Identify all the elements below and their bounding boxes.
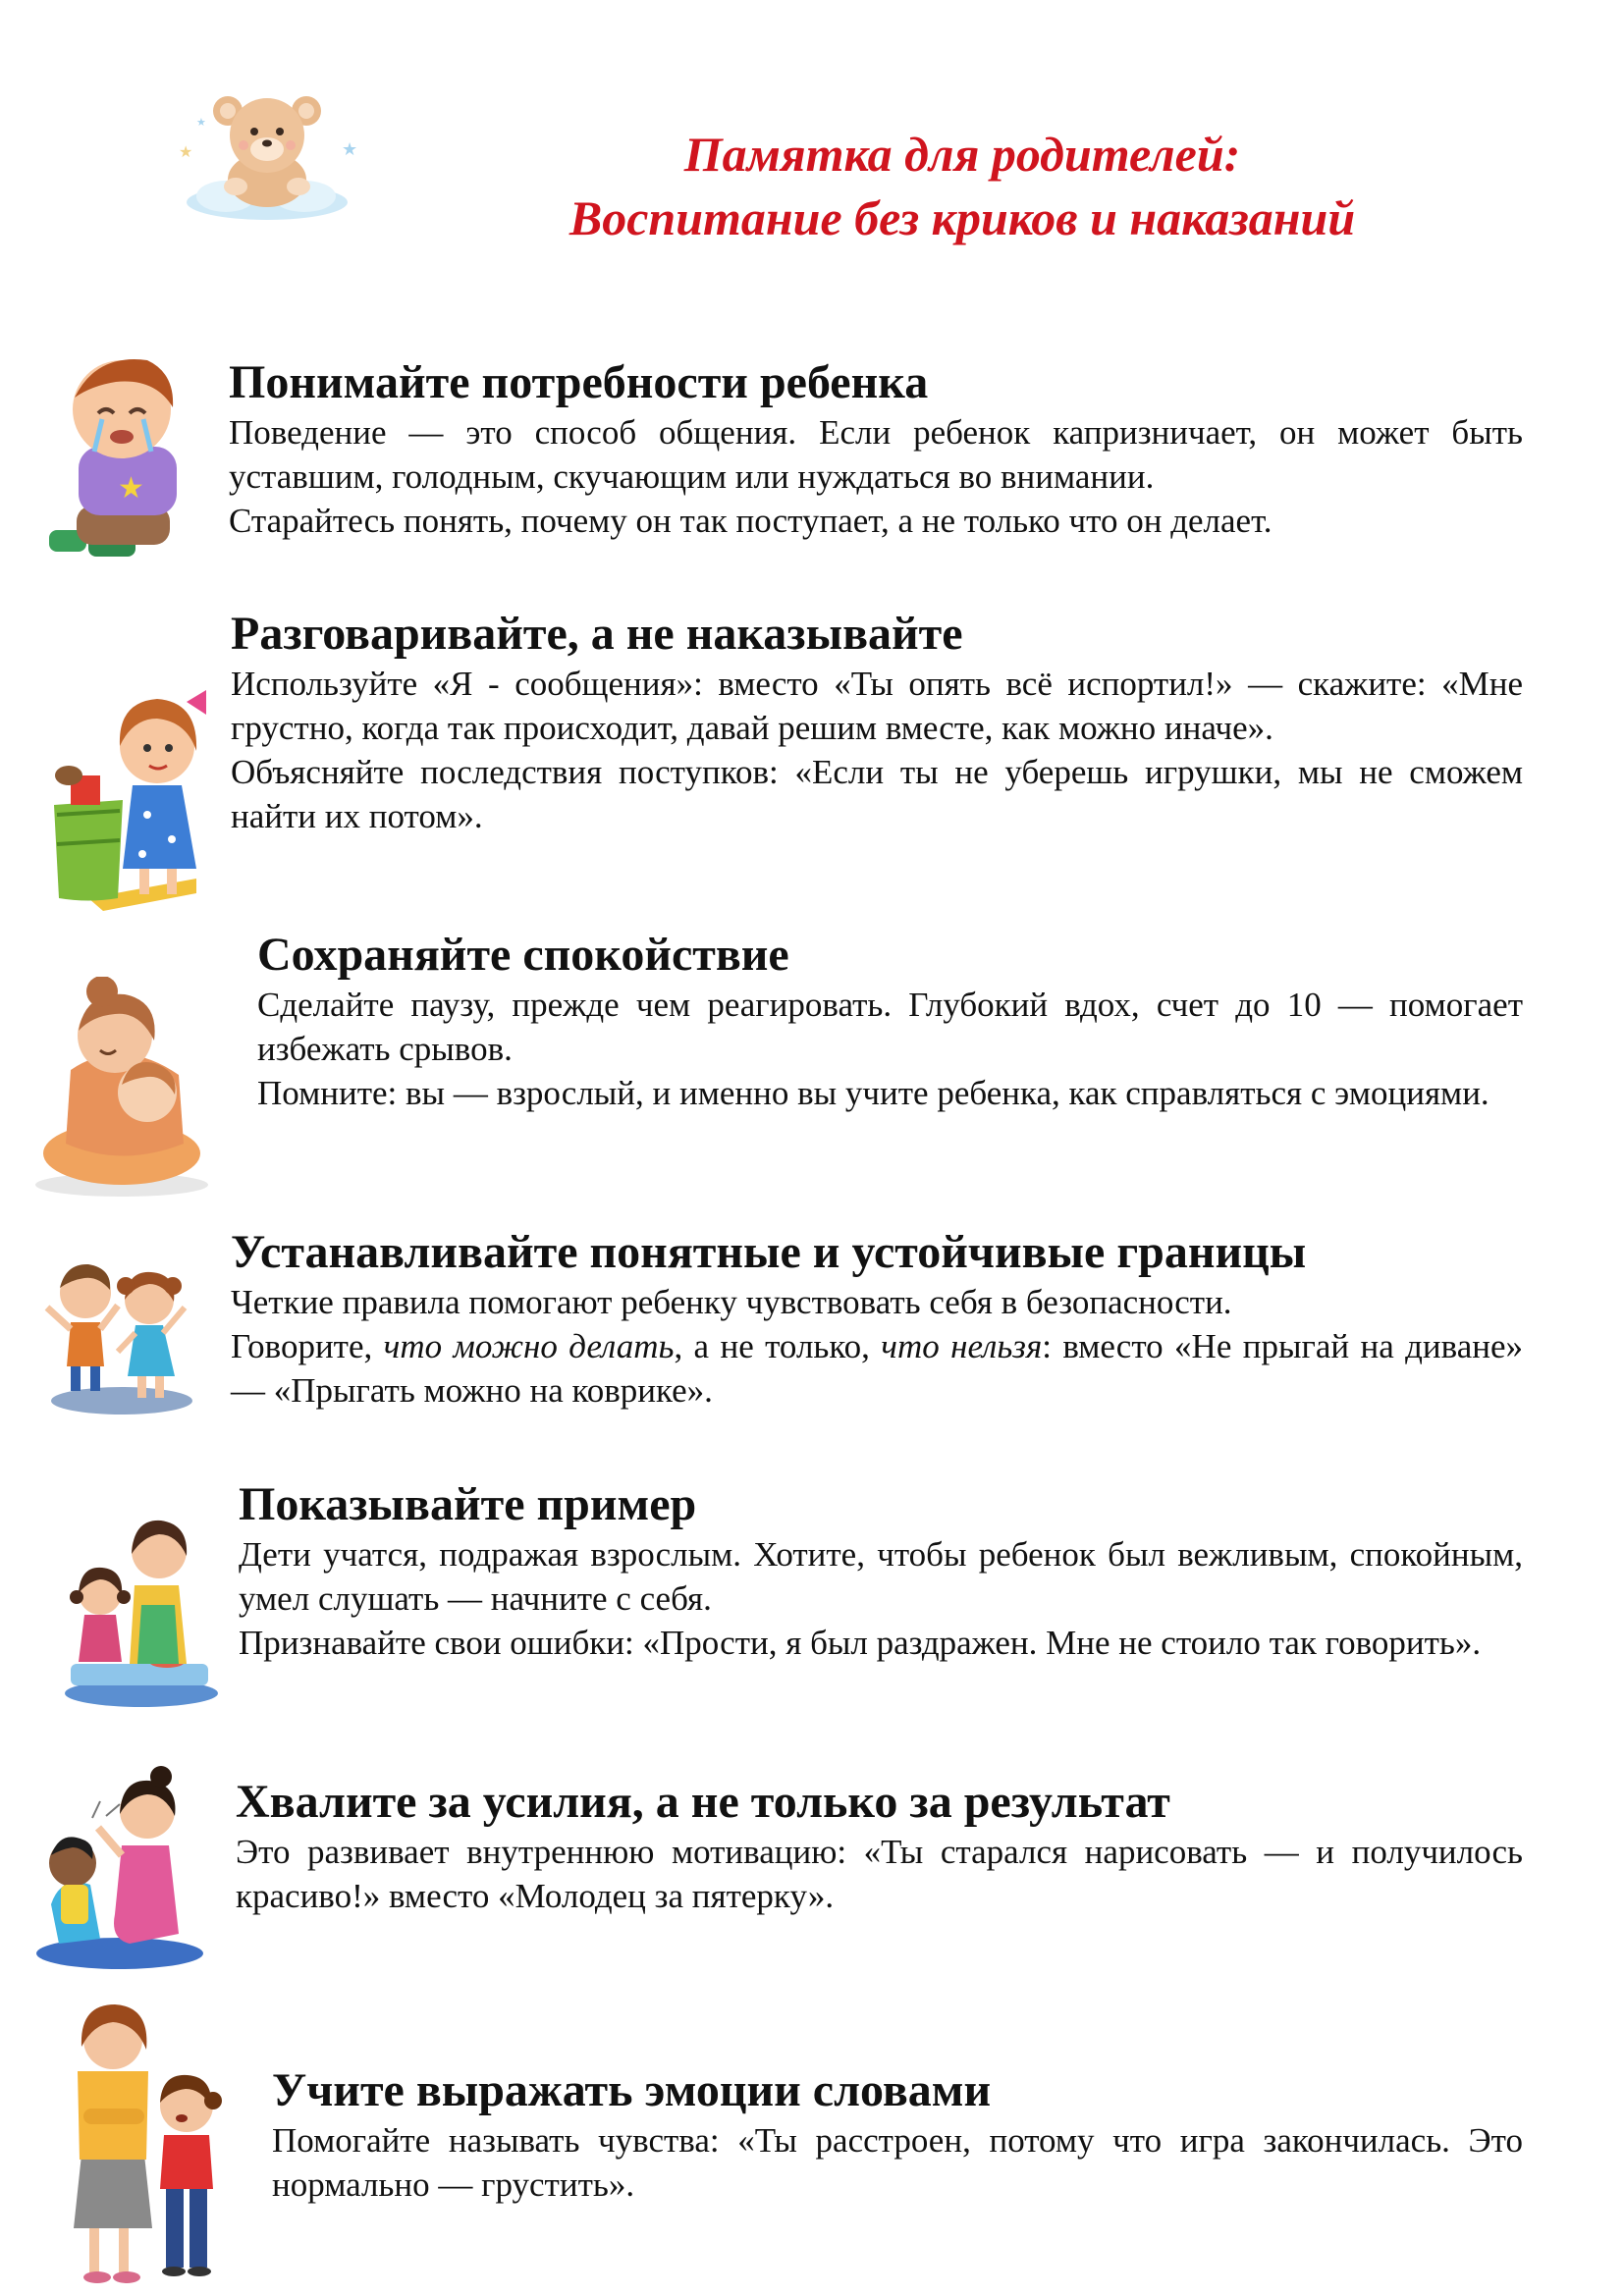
jumping-children-illustration: [41, 1239, 198, 1420]
mother-daughter-washing-dishes-illustration: [61, 1507, 218, 1713]
section-stay-calm: [257, 928, 1523, 1115]
section-talk-not-punish: [231, 607, 1523, 838]
paragraph-text: , а не только,: [674, 1327, 882, 1365]
section-praise-effort: [236, 1775, 1523, 1918]
svg-text:★: ★: [118, 472, 144, 505]
section-paragraph: Сделайте паузу, прежде чем реагировать. Глубокий вдох, счет до 10 — помогает избежать срывов.: [257, 986, 1523, 1068]
svg-text:★: ★: [179, 144, 193, 161]
crying-child-illustration: [37, 348, 194, 574]
section-paragraph: Используйте «Я - сообщения»: вместо «Ты опять всё испортил!» — скажите: «Мне грустно, когда так происходит, давай решим вместе, как можно иначе».: [231, 665, 1523, 747]
section-heading: Сохраняйте спокойствие: [257, 929, 789, 981]
section-paragraph: Объясняйте последствия поступков: «Если ты не уберешь игрушки, мы не сможем найти их потом».: [231, 753, 1523, 835]
section-paragraph: Старайтесь понять, почему он так поступает, а не только что он делает.: [229, 502, 1272, 540]
svg-text:★: ★: [196, 117, 206, 129]
section-paragraph: Дети учатся, подражая взрослым. Хотите, чтобы ребенок был вежливым, спокойным, умел слушать — начните с себя.: [239, 1535, 1523, 1618]
section-set-example: [239, 1477, 1523, 1665]
paragraph-text: Говорите,: [231, 1327, 384, 1365]
title-line-1: Памятка для родителей:: [683, 127, 1241, 182]
mother-praising-child-illustration: [31, 1757, 203, 1973]
section-heading: Учите выражать эмоции словами: [272, 2064, 992, 2116]
section-express-emotions: [272, 2063, 1523, 2207]
section-set-boundaries: [231, 1225, 1523, 1413]
girl-tidying-toys-illustration: [49, 658, 206, 913]
emphasis-text: что нельзя: [881, 1327, 1043, 1365]
svg-text:★: ★: [342, 139, 358, 159]
section-paragraph: [231, 1324, 1523, 1413]
section-paragraph: Помните: вы — взрослый, и именно вы учите ребенка, как справляться с эмоциями.: [257, 1074, 1489, 1112]
mother-hugging-child-illustration: [31, 977, 213, 1198]
page-title: [461, 123, 1463, 250]
teddy-bear-illustration: [167, 86, 368, 224]
section-paragraph: Помогайте называть чувства: «Ты расстроен, потому что игра закончилась. Это нормально — грустить».: [272, 2121, 1523, 2204]
section-paragraph: Признавайте свои ошибки: «Прости, я был раздражен. Мне не стоило так говорить».: [239, 1624, 1482, 1662]
section-heading: Устанавливайте понятные и устойчивые границы: [231, 1226, 1307, 1278]
section-paragraph: Поведение — это способ общения. Если ребенок капризничает, он может быть уставшим, голодным, скучающим или нуждаться во внимании.: [229, 413, 1523, 496]
section-heading: Разговаривайте, а не наказывайте: [231, 608, 963, 660]
section-understand-needs: [229, 355, 1523, 543]
section-heading: Показывайте пример: [239, 1478, 697, 1530]
emphasis-text: что можно делать: [383, 1327, 675, 1365]
section-paragraph: Четкие правила помогают ребенку чувствовать себя в безопасности.: [231, 1283, 1232, 1321]
section-heading: Хвалите за усилия, а не только за результат: [236, 1776, 1170, 1828]
title-line-2: Воспитание без криков и наказаний: [568, 190, 1356, 245]
section-heading: Понимайте потребности ребенка: [229, 356, 929, 408]
section-paragraph: Это развивает внутреннюю мотивацию: «Ты старался нарисовать — и получилось красиво!» вместо «Молодец за пятерку».: [236, 1833, 1523, 1915]
mother-and-upset-girl-illustration: [54, 1993, 241, 2287]
paragraph-text: : вместо «Не прыгай на диване» — «Прыгать можно на коврике».: [231, 1327, 1524, 1410]
